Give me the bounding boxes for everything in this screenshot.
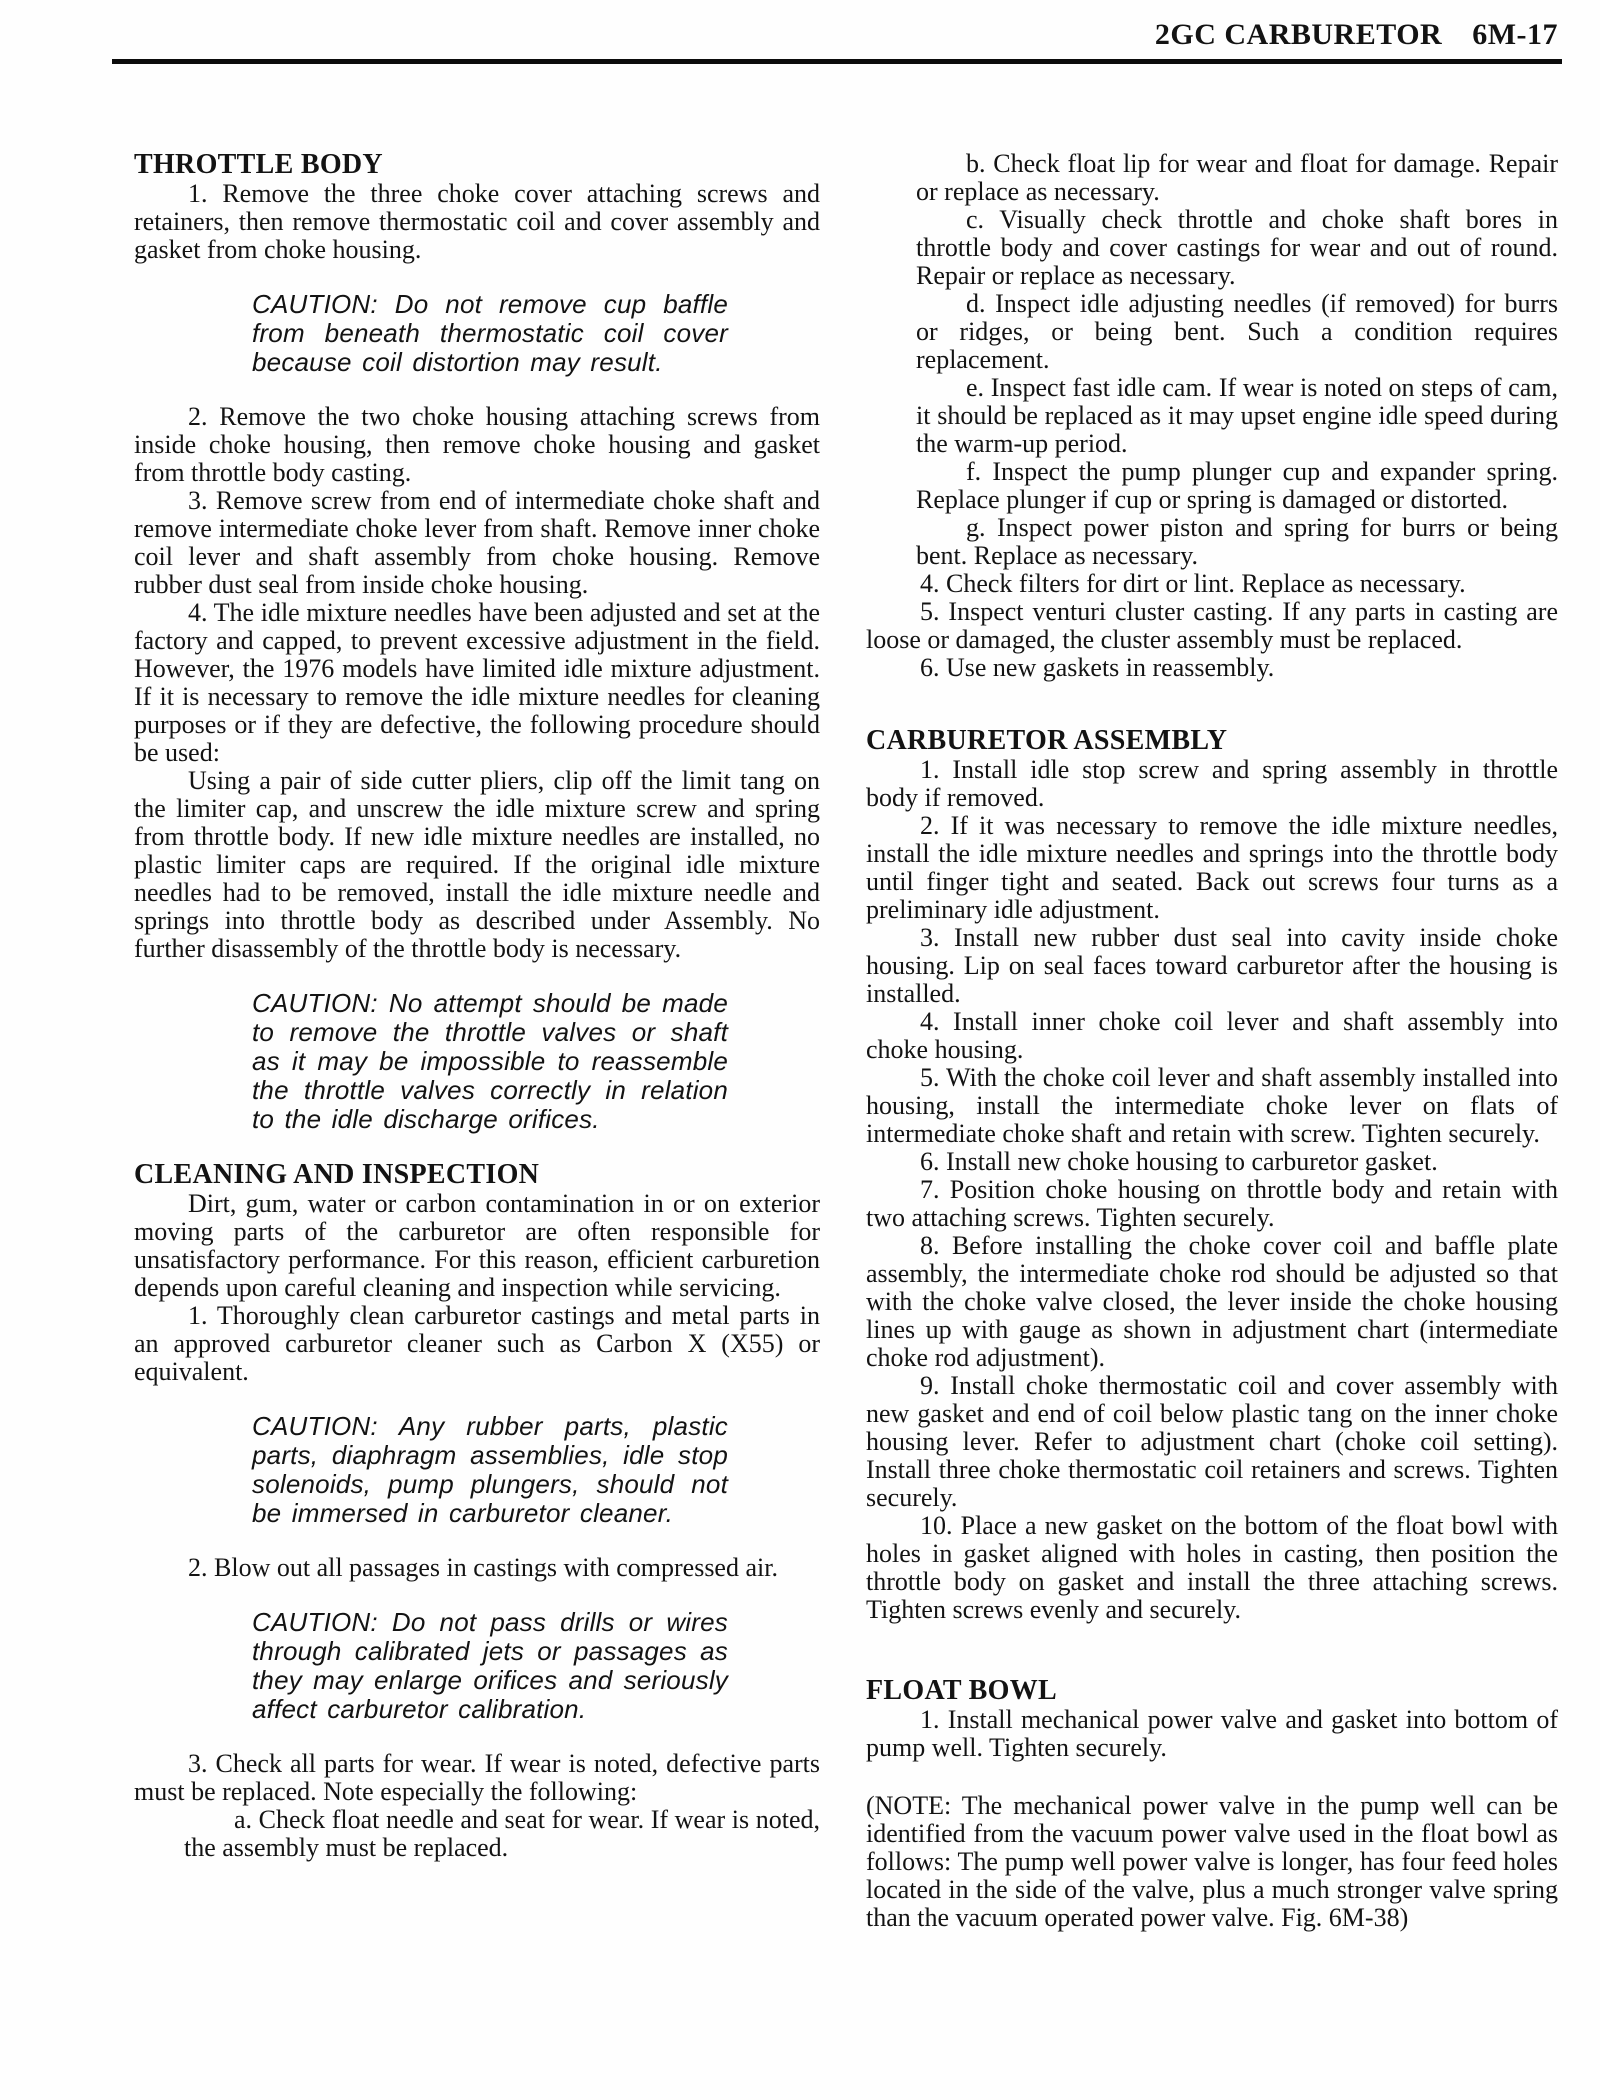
cleaning-step-3: 3. Check all parts for wear. If wear is noted, defective parts must be replaced. Note especially the following:: [134, 1749, 820, 1806]
assembly-step-6: 6. Install new choke housing to carburetor gasket.: [920, 1147, 1438, 1176]
header-page-number: 6M-17: [1472, 18, 1558, 51]
header-title: 2GC CARBURETOR: [1154, 18, 1443, 51]
caution-throttle-valves: CAUTION: No attempt should be made to remove the throttle valves or shaft as it may be impossible to reassemble the throttle valves correctly in relation to the idle discharge orifices.: [252, 988, 728, 1134]
cleaning-step-3b: b. Check float lip for wear and float for damage. Repair or replace as necessary.: [916, 149, 1558, 206]
left-column: [134, 150, 820, 1862]
header-rule: [112, 59, 1562, 64]
assembly-step-1: 1. Install idle stop screw and spring assembly in throttle body if removed.: [866, 755, 1558, 812]
caution-rubber-parts: CAUTION: Any rubber parts, plastic parts, diaphragm assemblies, idle stop solenoids, pump plungers, should not be immersed in carburetor cleaner.: [252, 1411, 728, 1528]
assembly-step-10: 10. Place a new gasket on the bottom of the float bowl with holes in gasket aligned with holes in casting, then position the throttle body on gasket and install the three attaching screws. Tighten screws evenly and securely.: [866, 1511, 1558, 1624]
cleaning-intro: Dirt, gum, water or carbon contamination in or on exterior moving parts of the carburetor are often responsible for unsatisfactory performance. For this reason, efficient carburetion depends upon careful cleaning and inspection while servicing.: [134, 1189, 820, 1302]
float-bowl-note: (NOTE: The mechanical power valve in the pump well can be identified from the vacuum power valve used in the float bowl as follows: The pump well power valve is longer, has four feed holes located in the side of the valve, plus a much stronger valve spring than the vacuum operated power valve. Fig. 6M-38): [866, 1791, 1558, 1932]
assembly-step-8: 8. Before installing the choke cover coil and baffle plate assembly, the intermediate choke rod should be adjusted so that with the choke valve closed, the lever inside the choke housing lines up with gauge as shown in adjustment chart (intermediate choke rod adjustment).: [866, 1231, 1558, 1372]
cleaning-step-2: 2. Blow out all passages in castings with compressed air.: [188, 1553, 778, 1582]
section-heading-carburetor-assembly: CARBURETOR ASSEMBLY: [866, 725, 1228, 756]
cleaning-step-5: 5. Inspect venturi cluster casting. If any parts in casting are loose or damaged, the cluster assembly must be replaced.: [866, 597, 1558, 654]
cleaning-step-3g: g. Inspect power piston and spring for burrs or being bent. Replace as necessary.: [916, 513, 1558, 570]
cleaning-step-3c: c. Visually check throttle and choke shaft bores in throttle body and cover castings for wear and out of round. Repair or replace as necessary.: [916, 205, 1558, 290]
assembly-step-7: 7. Position choke housing on throttle body and retain with two attaching screws. Tighten securely.: [866, 1175, 1558, 1232]
throttle-step-2: 2. Remove the two choke housing attaching screws from inside choke housing, then remove choke housing and gasket from throttle body casting.: [134, 402, 820, 487]
cleaning-step-3d: d. Inspect idle adjusting needles (if removed) for burrs or ridges, or being bent. Such a condition requires replacement.: [916, 289, 1558, 374]
assembly-step-5: 5. With the choke coil lever and shaft assembly installed into housing, install the intermediate choke lever on flats of intermediate choke shaft and retain with screw. Tighten securely.: [866, 1063, 1558, 1148]
cleaning-step-4: 4. Check filters for dirt or lint. Replace as necessary.: [920, 569, 1466, 598]
right-column: [866, 150, 1558, 1932]
cleaning-step-3a: a. Check float needle and seat for wear. If wear is noted, the assembly must be replaced.: [184, 1805, 820, 1862]
throttle-step-4-continued: Using a pair of side cutter pliers, clip off the limit tang on the limiter cap, and unscrew the idle mixture screw and spring from throttle body. If new idle mixture needles are installed, no plastic limiter caps are required. If the original idle mixture needles had to be removed, install the idle mixture needle and springs into throttle body as described under Assembly. No further disassembly of the throttle body is necessary.: [134, 766, 820, 963]
assembly-step-4: 4. Install inner choke coil lever and shaft assembly into choke housing.: [866, 1007, 1558, 1064]
assembly-step-2: 2. If it was necessary to remove the idle mixture needles, install the idle mixture needles and springs into the throttle body until finger tight and seated. Back out screws four turns as a preliminary idle adjustment.: [866, 811, 1558, 924]
cleaning-step-3e: e. Inspect fast idle cam. If wear is noted on steps of cam, it should be replaced as it may upset engine idle speed during the warm-up period.: [916, 373, 1558, 458]
throttle-step-3: 3. Remove screw from end of intermediate choke shaft and remove intermediate choke lever from shaft. Remove inner choke coil lever and shaft assembly from choke housing. Remove rubber dust seal from inside choke housing.: [134, 486, 820, 599]
cleaning-step-3f: f. Inspect the pump plunger cup and expander spring. Replace plunger if cup or spring is damaged or distorted.: [916, 457, 1558, 514]
caution-cup-baffle: CAUTION: Do not remove cup baffle from beneath thermostatic coil cover because coil distortion may result.: [252, 289, 728, 377]
cleaning-step-6: 6. Use new gaskets in reassembly.: [920, 653, 1275, 682]
float-bowl-step-1: 1. Install mechanical power valve and gasket into bottom of pump well. Tighten securely.: [866, 1705, 1558, 1762]
caution-drills-wires: CAUTION: Do not pass drills or wires through calibrated jets or passages as they may enlarge orifices and seriously affect carburetor calibration.: [252, 1607, 728, 1724]
throttle-step-4: 4. The idle mixture needles have been adjusted and set at the factory and capped, to prevent excessive adjustment in the field. However, the 1976 models have limited idle mixture adjustment. If it is necessary to remove the idle mixture needles for cleaning purposes or if they are defective, the following procedure should be used:: [134, 598, 820, 767]
throttle-step-1: 1. Remove the three choke cover attaching screws and retainers, then remove thermostatic coil and cover assembly and gasket from choke housing.: [134, 179, 820, 264]
section-heading-float-bowl: FLOAT BOWL: [866, 1675, 1058, 1706]
section-heading-cleaning-inspection: CLEANING AND INSPECTION: [134, 1159, 540, 1190]
cleaning-step-1: 1. Thoroughly clean carburetor castings and metal parts in an approved carburetor cleaner such as Carbon X (X55) or equivalent.: [134, 1301, 820, 1386]
assembly-step-3: 3. Install new rubber dust seal into cavity inside choke housing. Lip on seal faces toward carburetor after the housing is installed.: [866, 923, 1558, 1008]
page-header: [1155, 18, 1558, 52]
section-heading-throttle-body: THROTTLE BODY: [134, 149, 383, 180]
assembly-step-9: 9. Install choke thermostatic coil and cover assembly with new gasket and end of coil below plastic tang on the inner choke housing lever. Refer to adjustment chart (choke coil setting). Install three choke thermostatic coil retainers and screws. Tighten securely.: [866, 1371, 1558, 1512]
